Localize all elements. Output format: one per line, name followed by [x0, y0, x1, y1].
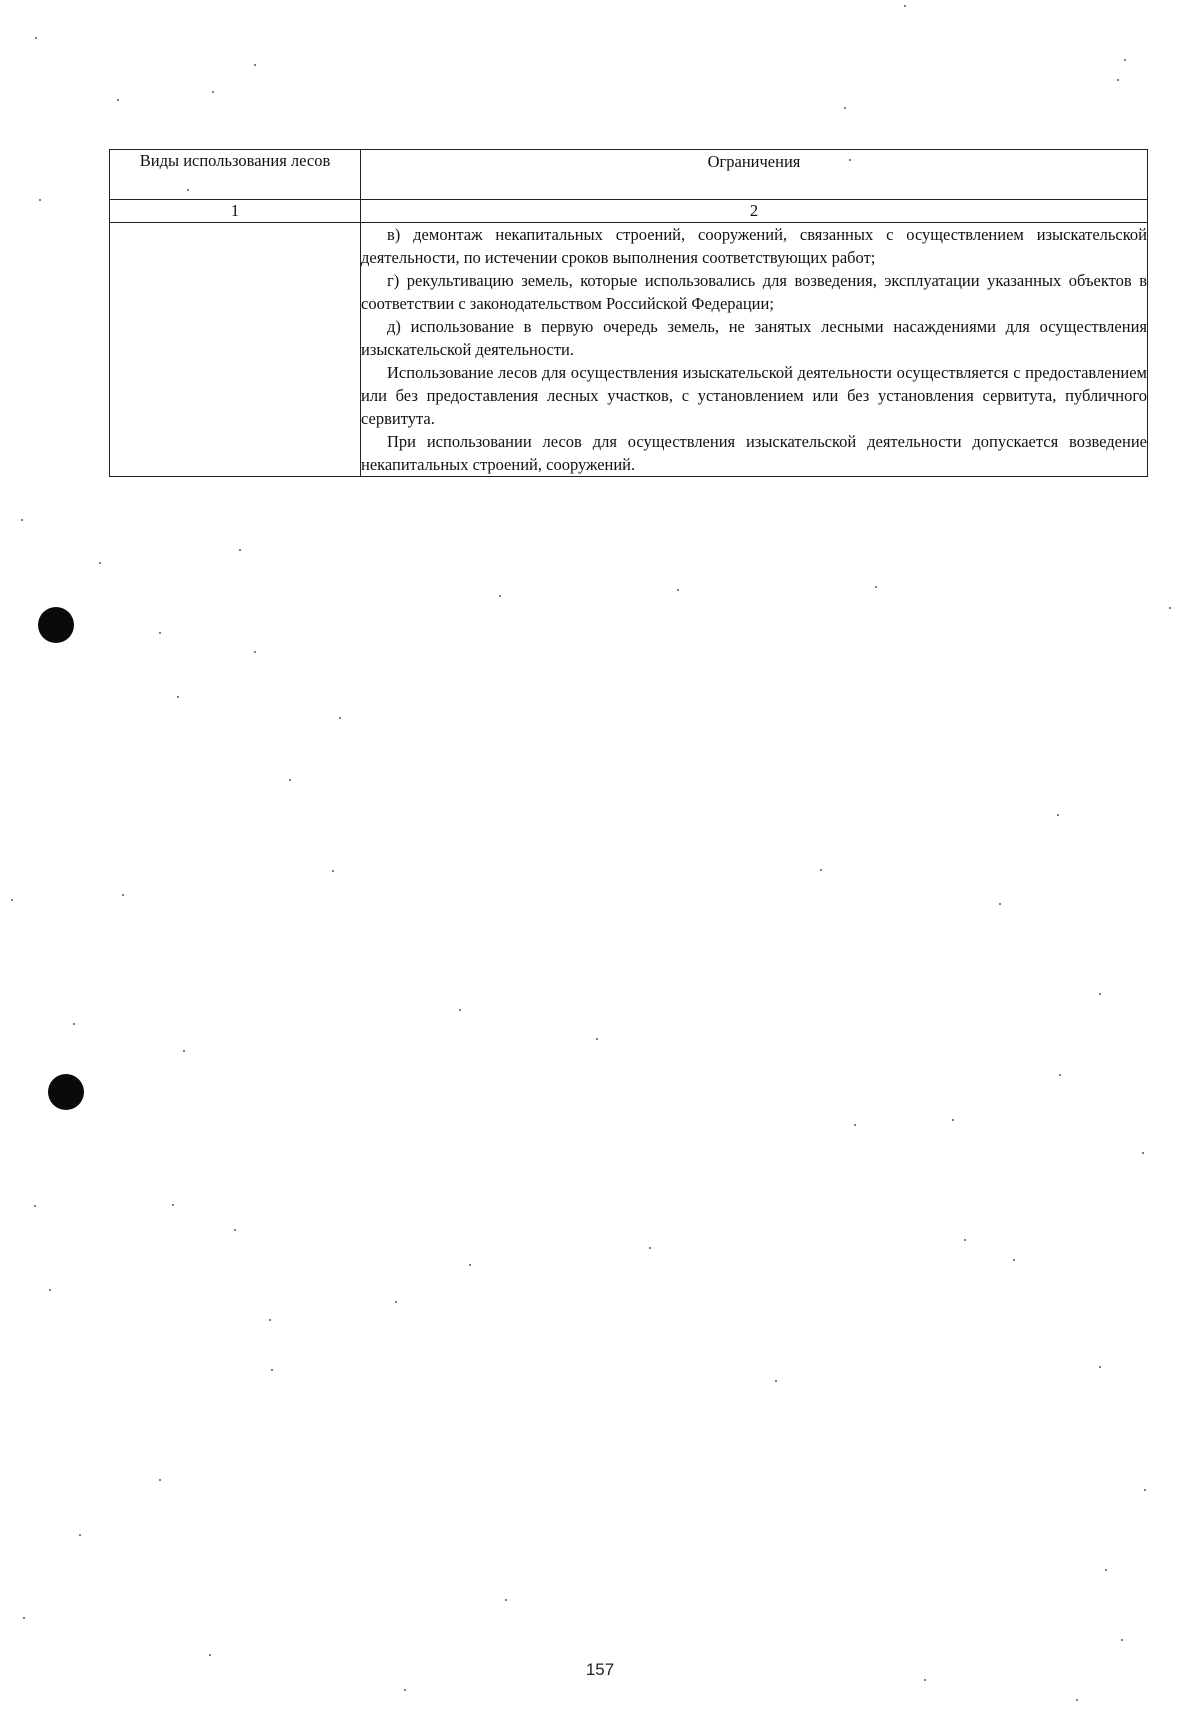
column-number-2: 2: [361, 200, 1148, 223]
paragraph-temporary-structures: При использовании лесов для осуществления изыскательской деятельности допускается возведение некапитальных строений, сооружений.: [361, 432, 1147, 474]
paragraph-forest-use-terms: Использование лесов для осуществления изыскательской деятельности осуществляется с предоставлением или без предоставления лесных участков, с установлением или без установления сервитута, публичного сервитута.: [361, 363, 1147, 428]
header-forest-use-types: Виды использования лесов: [110, 150, 361, 200]
paragraph-d-land-use: д) использование в первую очередь земель, не занятых лесными насаждениями для осуществления изыскательской деятельности.: [361, 317, 1147, 359]
column-number-1: 1: [110, 200, 361, 223]
paragraph-g-recultivation: г) рекультивацию земель, которые использовались для возведения, эксплуатации указанных объектов в соответствии с законодательством Российской Федерации;: [361, 271, 1147, 313]
paragraph-v-dismantling: в) демонтаж некапитальных строений, сооружений, связанных с осуществлением изыскательской деятельности, по истечении сроков выполнения соответствующих работ;: [361, 225, 1147, 267]
header-restrictions: Ограничения: [361, 150, 1148, 200]
page-number: 157: [585, 1660, 615, 1679]
